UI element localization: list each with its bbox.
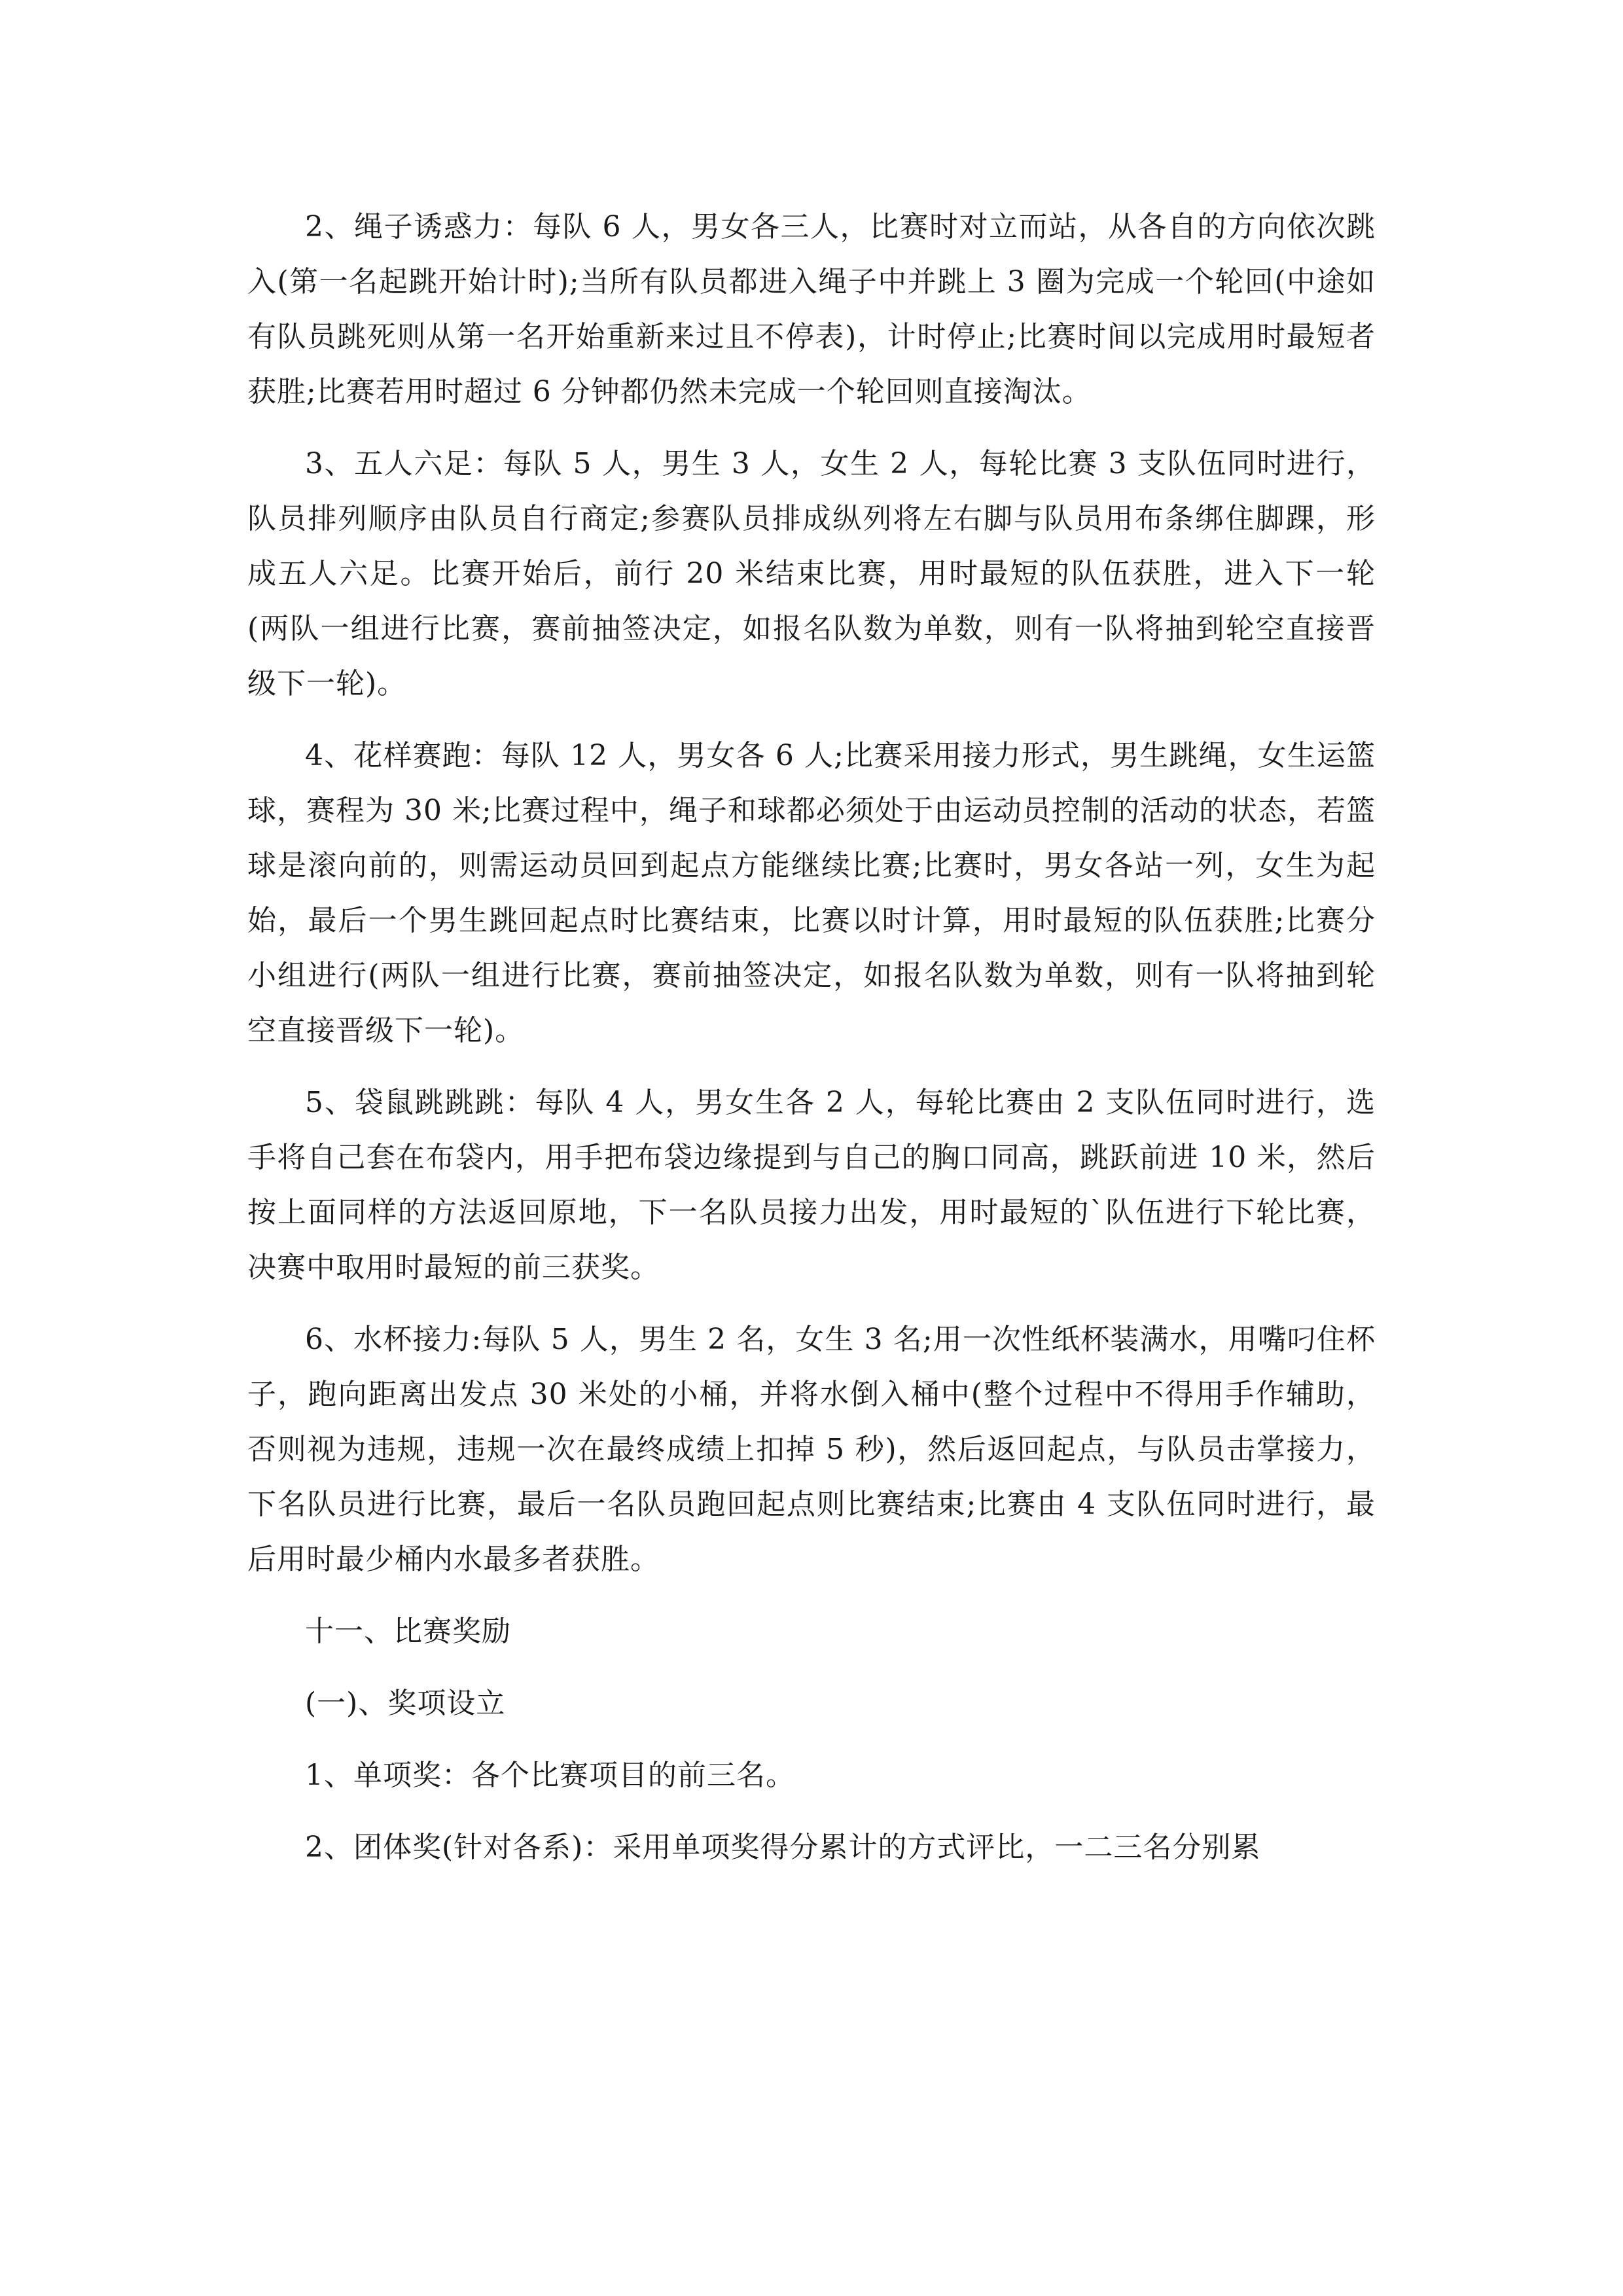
paragraph-kangaroo-jump: 5、袋鼠跳跳跳：每队 4 人，男女生各 2 人，每轮比赛由 2 支队伍同时进行，选手将自己套在布袋内，用手把布袋边缘提到与自己的胸口同高，跳跃前进 10 米，然后按上面同样的方法返回原地，下一名队员接力出发，用时最短的`队伍进行下轮比赛，决赛中取用时最短的前三获奖。 xyxy=(247,1086,1376,1284)
paragraph-rope-temptation: 2、绳子诱惑力：每队 6 人，男女各三人，比赛时对立而站，从各自的方向依次跳入(第一名起跳开始计时);当所有队员都进入绳子中并跳上 3 圈为完成一个轮回(中途如有队员跳死则从第一名开始重新来过且不停表)，计时停止;比赛时间以完成用时最短者获胜;比赛若用时超过 6 分钟都仍然未完成一个轮回则直接淘汰。 xyxy=(247,210,1376,408)
paragraph-five-people-six-feet: 3、五人六足：每队 5 人，男生 3 人，女生 2 人，每轮比赛 3 支队伍同时进行，队员排列顺序由队员自行商定;参赛队员排成纵列将左右脚与队员用布条绑住脚踝，形成五人六足。比赛开始后，前行 20 米结束比赛，用时最短的队伍获胜，进入下一轮(两队一组进行比赛，赛前抽签决定，如报名队数为单数，则有一队将抽到轮空直接晋级下一轮)。 xyxy=(247,447,1376,700)
award-item-individual: 1、单项奖：各个比赛项目的前三名。 xyxy=(305,1759,795,1792)
paragraph-fancy-race: 4、花样赛跑：每队 12 人，男女各 6 人;比赛采用接力形式，男生跳绳，女生运篮球，赛程为 30 米;比赛过程中，绳子和球都必须处于由运动员控制的活动的状态，若篮球是滚向前的，则需运动员回到起点方能继续比赛;比赛时，男女各站一列，女生为起始，最后一个男生跳回起点时比赛结束，比赛以时计算，用时最短的队伍获胜;比赛分小组进行(两队一组进行比赛，赛前抽签决定，如报名队数为单数，则有一队将抽到轮空直接晋级下一轮)。 xyxy=(247,739,1376,1047)
section-heading-awards: 十一、比赛奖励 xyxy=(305,1615,511,1648)
award-item-team: 2、团体奖(针对各系)：采用单项奖得分累计的方式评比，一二三名分别累 xyxy=(305,1831,1261,1864)
paragraph-water-cup-relay: 6、水杯接力:每队 5 人，男生 2 名，女生 3 名;用一次性纸杯装满水，用嘴叼住杯子，跑向距离出发点 30 米处的小桶，并将水倒入桶中(整个过程中不得用手作辅助，否则视为违规，违规一次在最终成绩上扣掉 5 秒)，然后返回起点，与队员击掌接力，下名队员进行比赛，最后一名队员跑回起点则比赛结束;比赛由 4 支队伍同时进行，最后用时最少桶内水最多者获胜。 xyxy=(247,1323,1376,1576)
document-page xyxy=(247,200,1376,1892)
subsection-heading-award-setup: (一)、奖项设立 xyxy=(305,1687,506,1720)
